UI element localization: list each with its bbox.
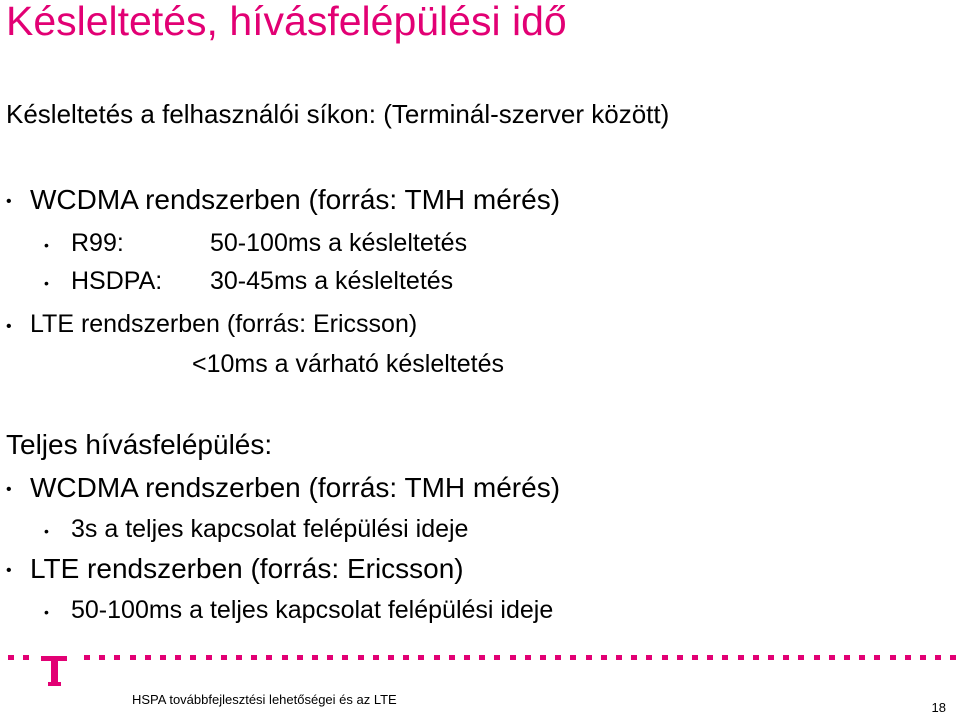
brand-dot — [753, 655, 759, 660]
brand-dot — [312, 655, 318, 660]
brand-dotted-line — [8, 655, 952, 671]
brand-dot — [738, 655, 744, 660]
list-item-text: WCDMA rendszerben (forrás: TMH mérés) — [30, 184, 561, 215]
list-item-text: LTE rendszerben (forrás: Ericsson) — [30, 553, 464, 584]
brand-dot — [206, 655, 212, 660]
brand-dot — [282, 655, 288, 660]
brand-dot — [920, 655, 926, 660]
brand-dot — [677, 655, 683, 660]
brand-dot — [662, 655, 668, 660]
brand-dot — [950, 655, 956, 660]
brand-dot — [327, 655, 333, 660]
brand-dot — [114, 655, 120, 660]
brand-dot — [160, 655, 166, 660]
brand-dot — [358, 655, 364, 660]
list-item-value: 50-100ms a késleltetés — [210, 229, 468, 257]
brand-dot — [783, 655, 789, 660]
brand-dot — [221, 655, 227, 660]
list-item-text: WCDMA rendszerben (forrás: TMH mérés) — [30, 472, 561, 503]
brand-dot — [540, 655, 546, 660]
brand-dot — [388, 655, 394, 660]
telekom-t-logo-icon — [39, 654, 69, 688]
brand-dot — [8, 655, 14, 660]
brand-dot — [190, 655, 196, 660]
brand-dot — [373, 655, 379, 660]
brand-dot — [236, 655, 242, 660]
brand-dot — [23, 655, 29, 660]
list-item-text: LTE rendszerben (forrás: Ericsson) — [30, 310, 418, 338]
brand-dot — [510, 655, 516, 660]
brand-dot — [570, 655, 576, 660]
brand-dot — [814, 655, 820, 660]
brand-dot — [935, 655, 941, 660]
bullet-icon: • — [44, 275, 49, 291]
brand-dot — [449, 655, 455, 660]
bullet-icon: • — [44, 523, 49, 539]
brand-dot — [722, 655, 728, 660]
brand-dot — [616, 655, 622, 660]
brand-dot — [555, 655, 561, 660]
bullet-icon: • — [6, 562, 12, 579]
brand-dot — [829, 655, 835, 660]
brand-dot — [251, 655, 257, 660]
brand-dot — [175, 655, 181, 660]
brand-dot — [99, 655, 105, 660]
brand-dot — [418, 655, 424, 660]
brand-dot — [768, 655, 774, 660]
brand-dot — [631, 655, 637, 660]
brand-dot — [266, 655, 272, 660]
section-heading: Teljes hívásfelépülés: — [6, 429, 273, 460]
footer-text: HSPA továbbfejlesztési lehetőségei és az LTE — [132, 692, 397, 707]
list-item-value: 30-45ms a késleltetés — [210, 267, 454, 295]
slide-title: Késleltetés, hívásfelépülési idő — [6, 0, 567, 44]
brand-dot — [874, 655, 880, 660]
brand-dot — [297, 655, 303, 660]
brand-dot — [130, 655, 136, 660]
bullet-icon: • — [6, 481, 12, 498]
brand-dot — [342, 655, 348, 660]
subtitle: Késleltetés a felhasználói síkon: (Terminál-szerver között) — [6, 99, 670, 129]
brand-dot — [859, 655, 865, 660]
brand-dot — [403, 655, 409, 660]
list-item-text: 3s a teljes kapcsolat felépülési ideje — [71, 515, 469, 543]
brand-dot — [586, 655, 592, 660]
brand-dot — [84, 655, 90, 660]
brand-dot — [646, 655, 652, 660]
bullet-icon: • — [6, 193, 12, 210]
list-item-text: 50-100ms a teljes kapcsolat felépülési ideje — [71, 596, 554, 624]
list-item-label: R99: — [71, 229, 124, 257]
list-item-detail: <10ms a várható késleltetés — [192, 350, 504, 378]
bullet-icon: • — [44, 237, 49, 253]
brand-dot — [890, 655, 896, 660]
bullet-icon: • — [44, 604, 49, 620]
brand-dot — [464, 655, 470, 660]
brand-dot — [798, 655, 804, 660]
brand-dot — [145, 655, 151, 660]
brand-dot — [494, 655, 500, 660]
brand-dot — [525, 655, 531, 660]
list-item-label: HSDPA: — [71, 267, 163, 295]
page-number: 18 — [931, 700, 946, 715]
brand-dot — [434, 655, 440, 660]
brand-dot — [692, 655, 698, 660]
brand-dot — [479, 655, 485, 660]
brand-dot — [844, 655, 850, 660]
brand-dot — [905, 655, 911, 660]
bullet-icon: • — [6, 318, 12, 335]
brand-dot — [601, 655, 607, 660]
brand-dot — [707, 655, 713, 660]
